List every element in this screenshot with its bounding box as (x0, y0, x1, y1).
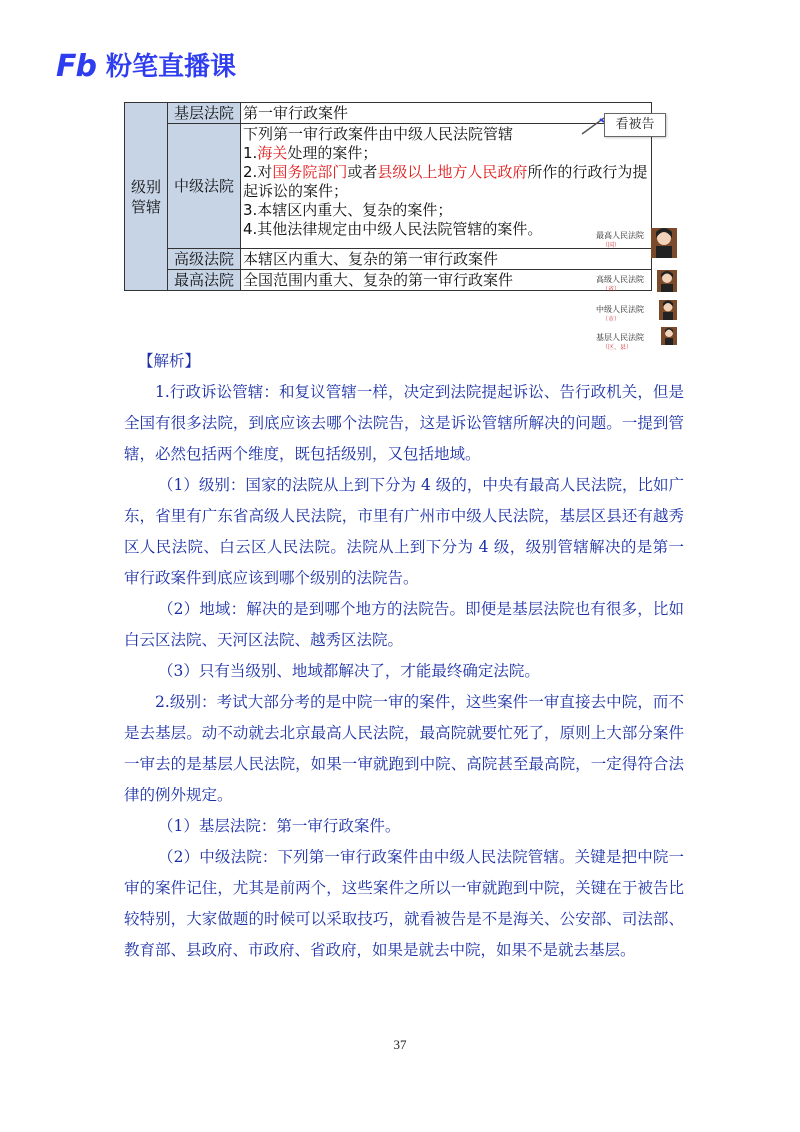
logo-mark: Fb (56, 49, 96, 84)
level-supreme: 最高法院 (168, 270, 241, 291)
intermediate-intro: 下列第一审行政案件由中级人民法院管辖 (243, 125, 514, 143)
analysis-paragraph-6: （1）基层法院：第一审行政案件。 (158, 817, 401, 835)
side-item-high: 高级人民法院 （省） (596, 268, 678, 294)
intermediate-item-3: 3.本辖区内重大、复杂的案件； (243, 201, 453, 219)
analysis-paragraph-7: （2）中级法院：下列第一审行政案件由中级人民法院管辖。关键是把中院一审的案件记住，尤其是前两个，这些案件之所以一审就跑到中院，关键在于被告比较特别，大家做题的时候可以采取技巧，就看被告是不是海关、公安部、司法部、教育部、县政府、市政府、省政府，如果是就去中院，如果不是就去基层。 (124, 848, 684, 959)
side-item-intermediate: 中级人民法院 （市） (596, 298, 678, 324)
level-high: 高级法院 (168, 249, 241, 270)
side-item-basic: 基层人民法院 （区、县） (596, 326, 678, 352)
analysis-paragraph-5: 2.级别：考试大部分考的是中院一审的案件，这些案件一审直接去中院，而不是去基层。动不动就去北京最高人民法院，最高院就要忙死了，原则上大部分案件一审去的是基层人民法院，如果一审就跑到中院、高院甚至最高院，一定得符合法律的例外规定。 (124, 693, 684, 804)
judge-figure-icon (658, 298, 678, 322)
judge-figure-icon (660, 326, 678, 346)
desc-supreme: 全国范围内重大、复杂的第一审行政案件 (241, 270, 652, 291)
analysis-paragraph-1: 1.行政诉讼管辖：和复议管辖一样，决定到法院提起诉讼、告行政机关，但是全国有很多法院，到底应该去哪个法院告，这是诉讼管辖所解决的问题。一提到管辖，必然包括两个维度，既包括级别，又包括地域。 (124, 383, 684, 463)
category-label: 级别管辖 (131, 177, 162, 216)
jurisdiction-table (124, 102, 652, 291)
analysis-paragraph-3: （2）地域：解决的是到哪个地方的法院告。即便是基层法院也有很多，比如白云区法院、天河区法院、越秀区法院。 (124, 600, 684, 649)
level-basic: 基层法院 (168, 103, 241, 124)
desc-high: 本辖区内重大、复杂的第一审行政案件 (241, 249, 652, 270)
analysis-section (124, 346, 684, 966)
pen-icon (580, 116, 606, 136)
table-category-cell (125, 103, 168, 291)
intermediate-item-1: 1.海关处理的案件； (243, 144, 378, 162)
level-intermediate: 中级法院 (168, 124, 241, 249)
page-number: 37 (393, 1037, 407, 1052)
court-hierarchy-illustration (596, 224, 678, 351)
highlight-local-gov: 县级以上地方人民政府 (377, 163, 528, 181)
judge-figure-icon (656, 268, 678, 294)
logo-text: 粉笔直播课 (105, 52, 236, 82)
judge-figure-icon (650, 224, 678, 260)
analysis-paragraph-4: （3）只有当级别、地域都解决了，才能最终确定法院。 (158, 662, 540, 680)
analysis-paragraph-2: （1）级别：国家的法院从上到下分为 4 级的，中央有最高人民法院，比如广东，省里有广东省高级人民法院，市里有广州市中级人民法院，基层区县还有越秀区人民法院、白云区人民法院。法院从上到下分为 4 级，级别管辖解决的是第一审行政案件到底应该到哪个级别的法院告。 (124, 476, 684, 587)
intermediate-item-2: 2.对国务院部门或者县级以上地方人民政府所作的行政行为提起诉讼的案件； (243, 163, 648, 200)
highlight-state-council: 国务院部门 (272, 163, 348, 181)
desc-basic: 第一审行政案件 (241, 103, 652, 124)
side-item-supreme: 最高人民法院 （国） (596, 224, 678, 250)
desc-intermediate (241, 124, 652, 249)
highlight-customs: 海关 (257, 144, 288, 162)
analysis-title: 【解析】 (138, 352, 201, 370)
intermediate-item-4: 4.其他法律规定由中级人民法院管辖的案件。 (243, 220, 543, 238)
brand-logo (56, 50, 236, 84)
note-box-defendant: 看被告 (604, 113, 666, 137)
